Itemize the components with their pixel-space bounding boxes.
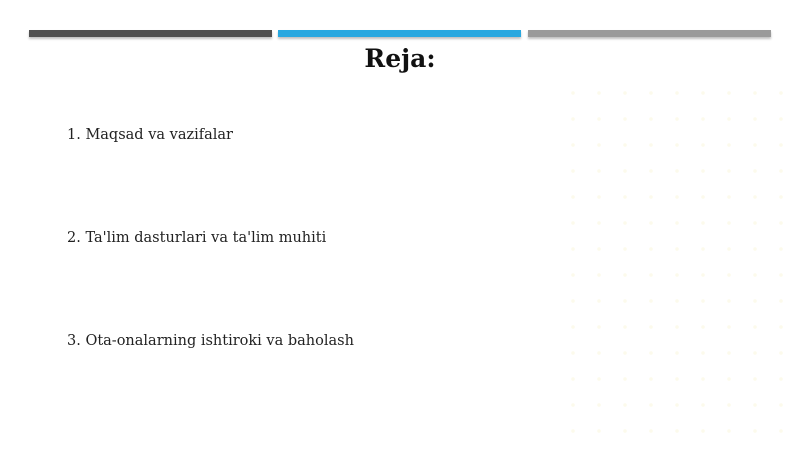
header-bar-gray [528,30,771,37]
header-bar-dark [29,30,272,37]
plan-item-3: 3. Ota-onalarning ishtiroki va baholash [67,333,354,349]
plan-item-2: 2. Ta'lim dasturlari va ta'lim muhiti [67,230,327,246]
header-bar-blue [278,30,521,37]
slide-title: Reja: [364,44,436,73]
plan-item-1: 1. Maqsad va vazifalar [67,127,233,143]
background-dot-pattern [560,80,800,449]
